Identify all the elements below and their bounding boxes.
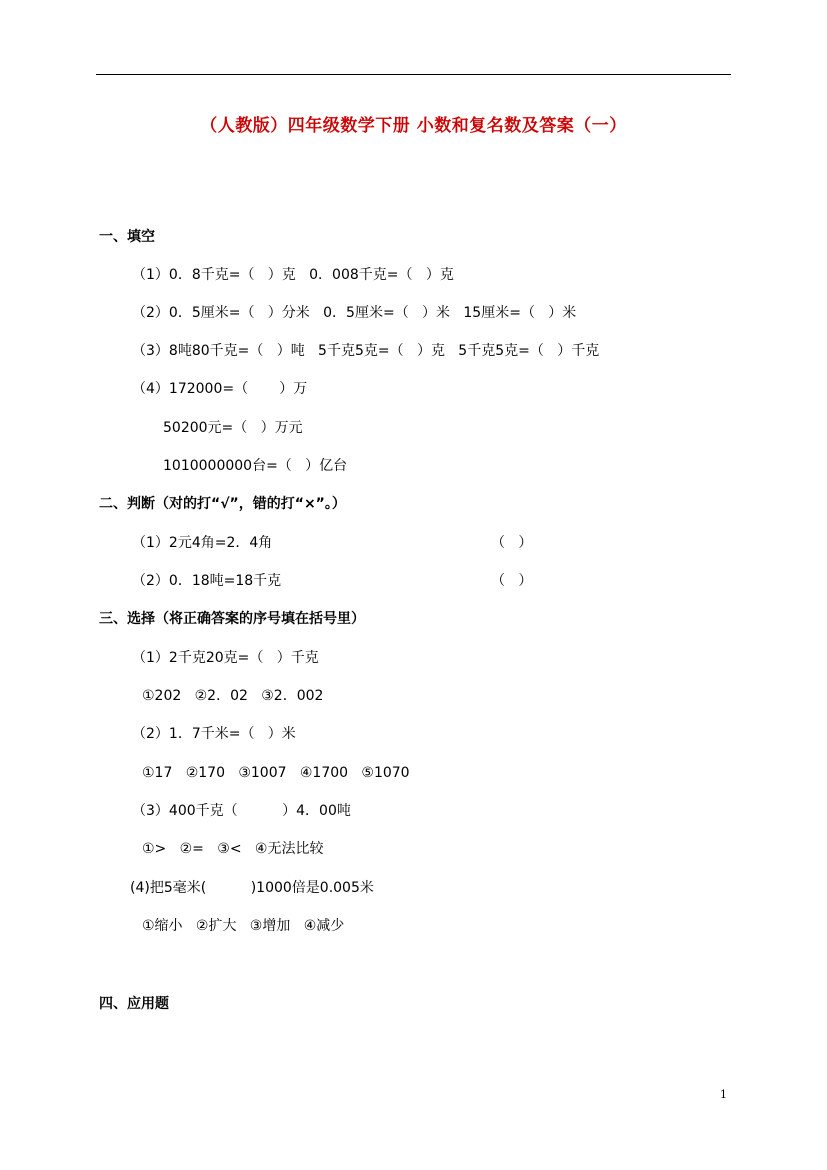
options-3-4: ①缩小 ②扩大 ③增加 ④减少 [142,918,345,934]
options-3-3: ①> ②= ③< ④无法比较 [142,841,324,857]
question-1-1: （1）0．8千克=（ ）克 0．008千克=（ ）克 [132,267,454,283]
question-3-3: （3）400千克（ ）4．00吨 [132,803,351,819]
header-rule [96,74,731,75]
question-2-2: （2）0．18吨=18千克 [132,573,282,589]
document-title: （人教版）四年级数学下册 小数和复名数及答案（一） [200,116,627,136]
section-heading-fill-in: 一、填空 [99,229,155,245]
question-1-4: （4）172000=（ ）万 [132,381,308,397]
question-3-2: （2）1．7千米=（ ）米 [132,726,296,742]
answer-paren-2-2: （ ） [491,573,533,589]
section-heading-judge: 二、判断（对的打“√”，错的打“×”。） [99,496,346,512]
question-3-4: (4)把5毫米( )1000倍是0.005米 [130,880,374,896]
section-heading-application: 四、应用题 [99,996,169,1012]
question-1-4c: 1010000000台=（ ）亿台 [163,458,348,474]
page-number: 1 [720,1088,727,1101]
answer-paren-2-1: （ ） [491,535,533,551]
section-heading-choice: 三、选择（将正确答案的序号填在括号里） [99,611,365,627]
question-1-4b: 50200元=（ ）万元 [163,420,303,436]
options-3-1: ①202 ②2．02 ③2．002 [142,688,324,704]
question-3-1: （1）2千克20克=（ ）千克 [132,650,319,666]
question-1-3: （3）8吨80千克=（ ）吨 5千克5克=（ ）克 5千克5克=（ ）千克 [132,343,600,359]
question-2-1: （1）2元4角=2．4角 [132,535,273,551]
options-3-2: ①17 ②170 ③1007 ④1700 ⑤1070 [142,765,410,781]
question-1-2: （2）0．5厘米=（ ）分米 0．5厘米=（ ）米 15厘米=（ ）米 [132,305,577,321]
